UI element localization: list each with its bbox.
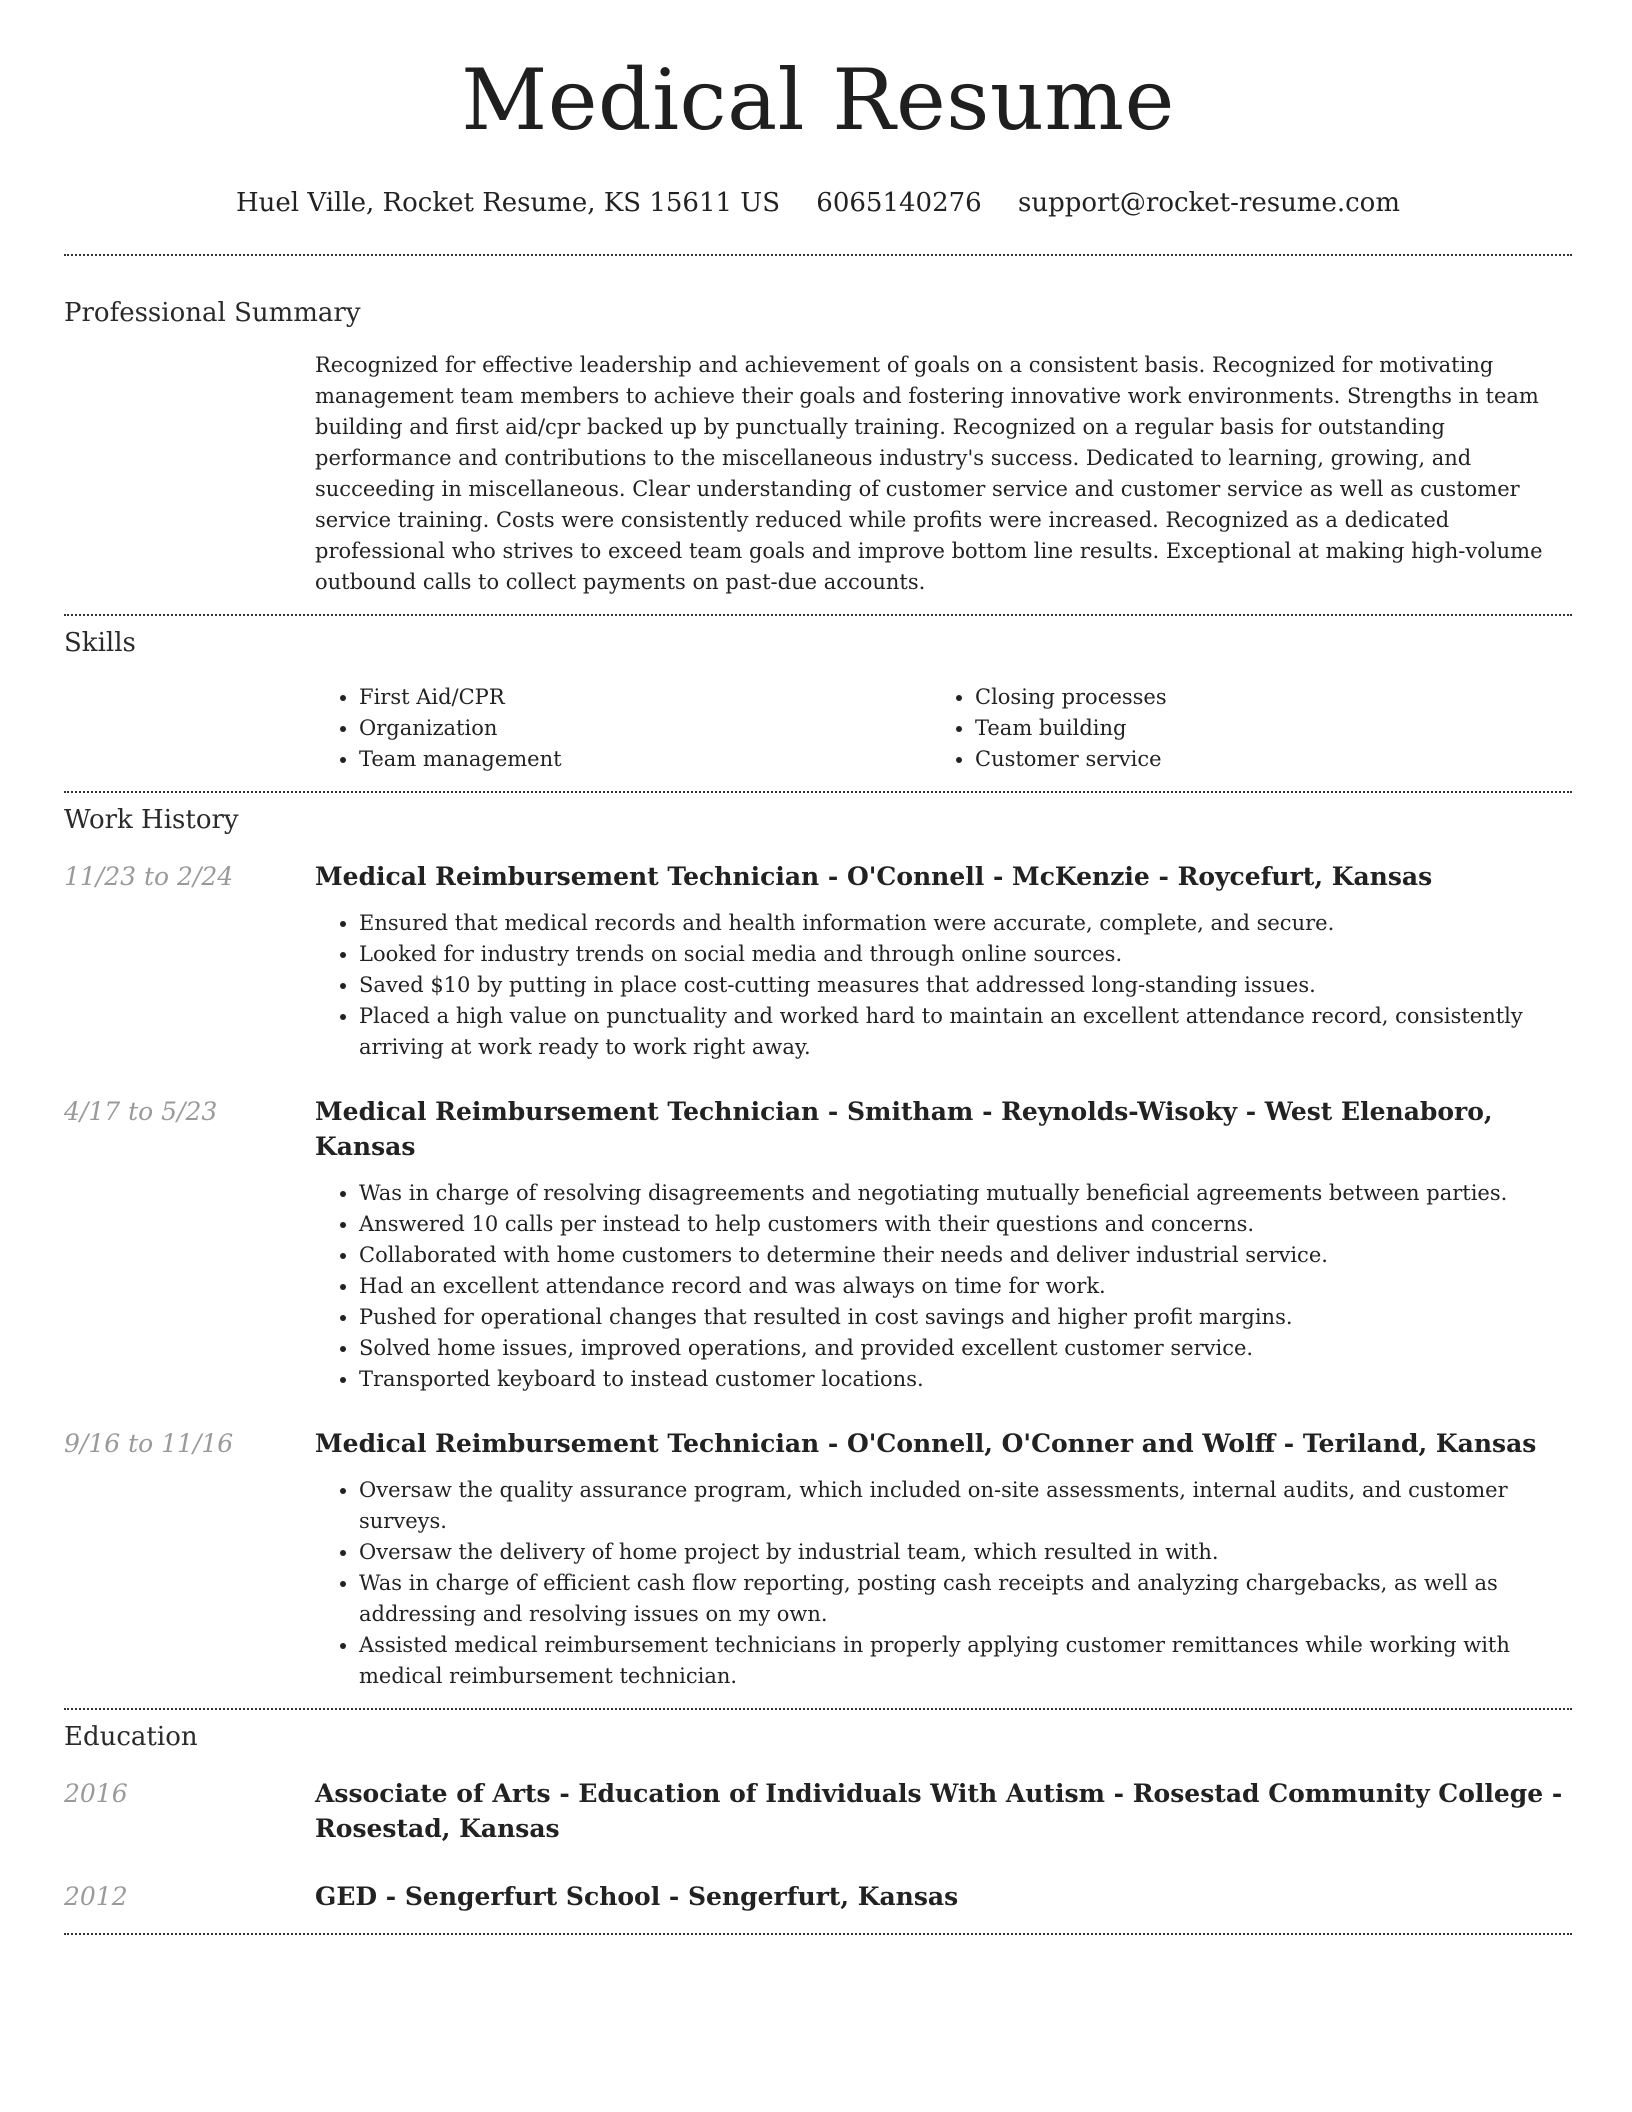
divider: [64, 614, 1572, 616]
contact-phone: 6065140276: [816, 188, 982, 218]
skill-item: • Customer service: [975, 744, 1547, 775]
contact-address: Huel Ville, Rocket Resume, KS 15611 US: [235, 188, 781, 218]
education-year: 2016: [64, 1779, 128, 1808]
list-item: • Ensured that medical records and health information were accurate, complete, and secure.: [359, 908, 1572, 939]
job-entry: [64, 859, 1572, 1063]
education-title: Associate of Arts - Education of Individuals With Autism - Rosestad Community College - Rosestad, Kansas: [315, 1779, 1563, 1843]
education-year: 2012: [64, 1882, 128, 1911]
education-heading: Education: [64, 1722, 198, 1752]
summary-section: [315, 350, 1572, 598]
list-item: • Was in charge of resolving disagreements and negotiating mutually beneficial agreements between parties.: [359, 1178, 1572, 1209]
resume-page: [64, 0, 1572, 1935]
contact-line: [64, 188, 1572, 218]
skills-column-left: [315, 682, 931, 775]
job-title: Medical Reimbursement Technician - O'Connell - McKenzie - Roycefurt, Kansas: [315, 862, 1433, 891]
divider: [64, 791, 1572, 793]
list-item: • Pushed for operational changes that resulted in cost savings and higher profit margins.: [359, 1302, 1572, 1333]
skills-heading: Skills: [64, 628, 136, 658]
job-dates: 11/23 to 2/24: [64, 862, 234, 891]
job-bullets: [315, 908, 1572, 1063]
resume-title: Medical Resume: [461, 51, 1175, 149]
skills-column-right: [931, 682, 1547, 775]
job-dates: 4/17 to 5/23: [64, 1097, 218, 1126]
job-entry: [64, 1426, 1572, 1692]
list-item: • Assisted medical reimbursement technicians in properly applying customer remittances while working with medical reimbursement technician.: [359, 1630, 1572, 1692]
list-item: • Looked for industry trends on social media and through online sources.: [359, 939, 1572, 970]
list-item: • Answered 10 calls per instead to help customers with their questions and concerns.: [359, 1209, 1572, 1240]
education-entry: [64, 1879, 1572, 1914]
job-entry: [64, 1094, 1572, 1395]
divider: [64, 254, 1572, 256]
divider: [64, 1933, 1572, 1935]
skills-list: [315, 682, 1572, 775]
summary-text: Recognized for effective leadership and achievement of goals on a consistent basis. Recognized for motivating management team members to achieve their goals and fostering innovative work environments. Strengths in team building and first aid/cpr backed up by punctually training. Recognized on a regular basis for outstanding performance and contributions to the miscellaneous industry's success. Dedicated to learning, growing, and succeeding in miscellaneous. Clear understanding of customer service and customer service as well as customer service training. Costs were consistently reduced while profits were increased. Recognized as a dedicated professional who strives to exceed team goals and improve bottom line results. Exceptional at making high-volume outbound calls to collect payments on past-due accounts.: [315, 353, 1543, 594]
list-item: • Was in charge of efficient cash flow reporting, posting cash receipts and analyzing chargebacks, as well as addressing and resolving issues on my own.: [359, 1568, 1572, 1630]
job-bullets: [315, 1475, 1572, 1692]
list-item: • Oversaw the delivery of home project by industrial team, which resulted in with.: [359, 1537, 1572, 1568]
job-bullets: [315, 1178, 1572, 1395]
job-dates: 9/16 to 11/16: [64, 1429, 234, 1458]
skill-item: • First Aid/CPR: [359, 682, 931, 713]
job-title: Medical Reimbursement Technician - O'Connell, O'Conner and Wolff - Teriland, Kansas: [315, 1429, 1537, 1458]
list-item: • Saved $10 by putting in place cost-cutting measures that addressed long-standing issues.: [359, 970, 1572, 1001]
list-item: • Transported keyboard to instead customer locations.: [359, 1364, 1572, 1395]
skill-item: • Closing processes: [975, 682, 1547, 713]
list-item: • Collaborated with home customers to determine their needs and deliver industrial service.: [359, 1240, 1572, 1271]
skill-item: • Team building: [975, 713, 1547, 744]
skill-item: • Team management: [359, 744, 931, 775]
contact-email: support@rocket-resume.com: [1017, 188, 1400, 218]
divider: [64, 1708, 1572, 1710]
work-heading: Work History: [64, 805, 239, 835]
education-title: GED - Sengerfurt School - Sengerfurt, Kansas: [315, 1882, 959, 1911]
job-title: Medical Reimbursement Technician - Smitham - Reynolds-Wisoky - West Elenaboro, Kansas: [315, 1097, 1493, 1161]
education-entry: [64, 1776, 1572, 1846]
skill-item: • Organization: [359, 713, 931, 744]
list-item: • Had an excellent attendance record and was always on time for work.: [359, 1271, 1572, 1302]
list-item: • Placed a high value on punctuality and worked hard to maintain an excellent attendance record, consistently arriving at work ready to work right away.: [359, 1001, 1572, 1063]
list-item: • Solved home issues, improved operations, and provided excellent customer service.: [359, 1333, 1572, 1364]
list-item: • Oversaw the quality assurance program, which included on-site assessments, internal audits, and customer surveys.: [359, 1475, 1572, 1537]
summary-heading: Professional Summary: [64, 298, 361, 328]
